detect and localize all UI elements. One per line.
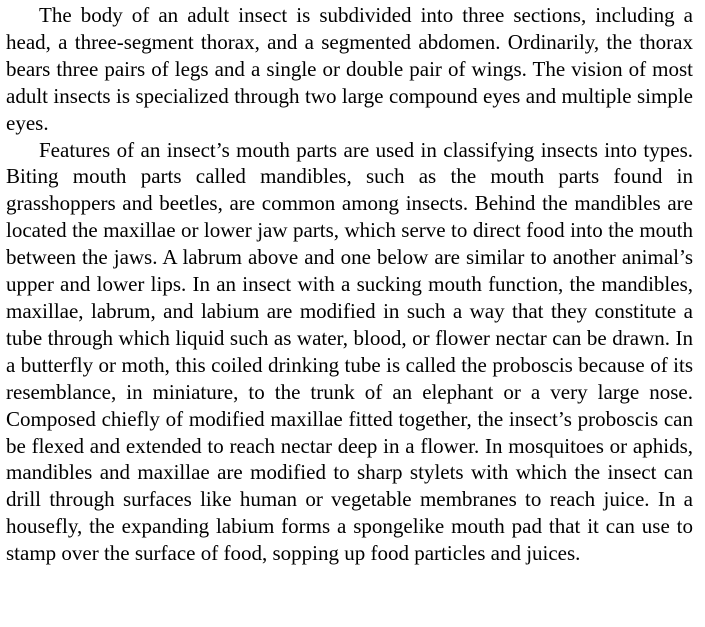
paragraph-insect-mouth-parts: Features of an insect’s mouth parts are used in classifying insects into types. Biting mouth parts called mandibles, such as the mouth parts found in grasshoppers and beetles, are common among insects. Behind the mandibles are located the maxillae or lower jaw parts, which serve to direct food into the mouth between the jaws. A labrum above and one below are similar to another animal’s upper and lower lips. In an insect with a sucking mouth function, the mandibles, maxillae, labrum, and labium are modified in such a way that they constitute a tube through which liquid such as water, blood, or flower nectar can be drawn. In a butterfly or moth, this coiled drinking tube is called the proboscis because of its resemblance, in miniature, to the trunk of an elephant or a very large nose. Composed chiefly of modified maxillae fitted together, the insect’s proboscis can be flexed and extended to reach nectar deep in a flower. In mosquitoes or aphids, mandibles and maxillae are modified to sharp stylets with which the insect can drill through surfaces like human or vegetable membranes to reach juice. In a housefly, the expanding labium forms a spongelike mouth pad that it can use to stamp over the surface of food, sopping up food particles and juices. [6,137,693,566]
paragraph-insect-body: The body of an adult insect is subdivided into three sections, including a head, a three-segment thorax, and a segmented abdomen. Ordinarily, the thorax bears three pairs of legs and a single or double pair of wings. The vision of most adult insects is specialized through two large compound eyes and multiple simple eyes. [6,3,693,135]
